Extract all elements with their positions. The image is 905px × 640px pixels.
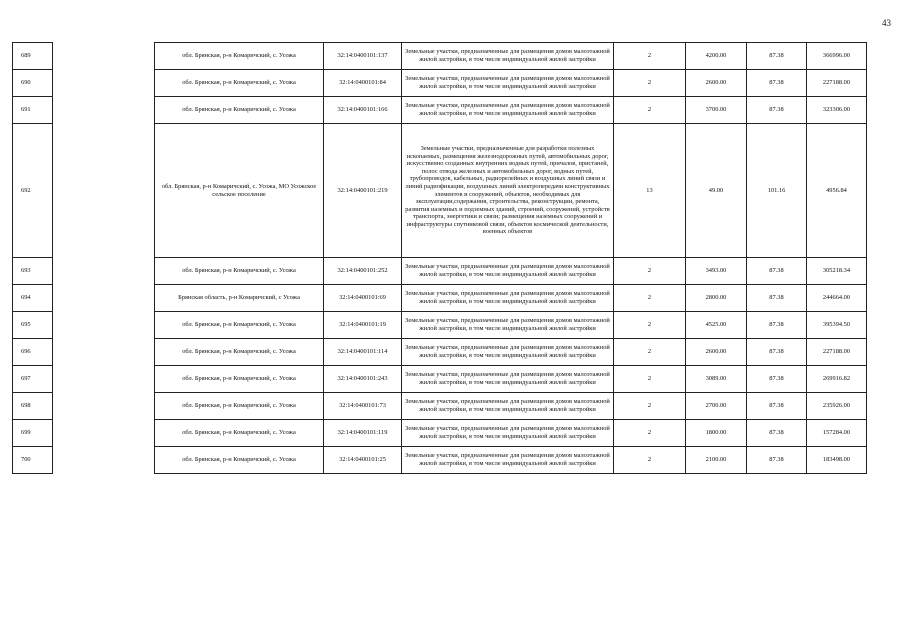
row-number: 690 [13,70,53,97]
land-purpose-cell: Земельные участки, предназначенные для размещения домов малоэтажной жилой застройки, в том числе индивидуальной жилой застройки [402,339,614,366]
row-number: 695 [13,312,53,339]
specific-value-cell: 87.38 [747,258,807,285]
cadastral-value-cell: 366996.00 [807,43,867,70]
specific-value-cell: 87.38 [747,70,807,97]
spacer-cell [53,43,155,70]
cadastral-number-cell: 32:14:0400101:119 [324,420,402,447]
row-number: 697 [13,366,53,393]
row-number: 694 [13,285,53,312]
table-row [13,393,867,420]
category-code-cell: 13 [614,124,686,258]
specific-value-cell: 87.38 [747,43,807,70]
specific-value-cell: 87.38 [747,339,807,366]
land-purpose-cell: Земельные участки, предназначенные для размещения домов малоэтажной жилой застройки, в том числе индивидуальной жилой застройки [402,366,614,393]
category-code-cell: 2 [614,97,686,124]
cadastral-value-cell: 395394.50 [807,312,867,339]
cadastral-value-cell: 244664.00 [807,285,867,312]
land-purpose-cell: Земельные участки, предназначенные для размещения домов малоэтажной жилой застройки, в том числе индивидуальной жилой застройки [402,393,614,420]
row-number: 693 [13,258,53,285]
table-row [13,43,867,70]
address-cell: обл. Брянская, р-н Комаричский, с. Усожа [155,43,324,70]
category-code-cell: 2 [614,43,686,70]
category-code-cell: 2 [614,339,686,366]
cadastral-number-cell: 32:14:0400101:69 [324,285,402,312]
row-number: 692 [13,124,53,258]
area-cell: 2100.00 [686,447,747,474]
specific-value-cell: 87.38 [747,447,807,474]
spacer-cell [53,70,155,97]
specific-value-cell: 101.16 [747,124,807,258]
cadastral-value-cell: 157284.00 [807,420,867,447]
address-cell: обл. Брянская, р-н Комаричский, с. Усожа [155,420,324,447]
area-cell: 3700.00 [686,97,747,124]
address-cell: обл. Брянская, р-н Комаричский, с. Усожа [155,70,324,97]
category-code-cell: 2 [614,447,686,474]
row-number: 696 [13,339,53,366]
cadastral-value-cell: 235926.00 [807,393,867,420]
specific-value-cell: 87.38 [747,420,807,447]
row-number: 700 [13,447,53,474]
cadastral-number-cell: 32:14:0400101:84 [324,70,402,97]
category-code-cell: 2 [614,258,686,285]
cadastral-number-cell: 32:14:0400101:219 [324,124,402,258]
land-registry-table [12,42,867,474]
address-cell: обл. Брянская, р-н Комаричский, с. Усожа [155,366,324,393]
land-purpose-cell: Земельные участки, предназначенные для размещения домов малоэтажной жилой застройки, в том числе индивидуальной жилой застройки [402,420,614,447]
table-row [13,70,867,97]
specific-value-cell: 87.38 [747,366,807,393]
address-cell: Брянская область, р-н Комаричский, с Усожа [155,285,324,312]
spacer-cell [53,366,155,393]
table-row [13,97,867,124]
address-cell: обл. Брянская, р-н Комаричский, с. Усожа [155,312,324,339]
spacer-cell [53,285,155,312]
land-purpose-cell: Земельные участки, предназначенные для размещения домов малоэтажной жилой застройки, в том числе индивидуальной жилой застройки [402,447,614,474]
table-row [13,447,867,474]
cadastral-number-cell: 32:14:0400101:137 [324,43,402,70]
area-cell: 2600.00 [686,70,747,97]
spacer-cell [53,393,155,420]
category-code-cell: 2 [614,285,686,312]
land-purpose-cell: Земельные участки, предназначенные для размещения домов малоэтажной жилой застройки, в том числе индивидуальной жилой застройки [402,97,614,124]
cadastral-number-cell: 32:14:0400101:114 [324,339,402,366]
area-cell: 4200.00 [686,43,747,70]
address-cell: обл. Брянская, р-н Комаричский, с. Усожа [155,447,324,474]
specific-value-cell: 87.38 [747,393,807,420]
cadastral-number-cell: 32:14:0400101:166 [324,97,402,124]
spacer-cell [53,447,155,474]
land-purpose-cell: Земельные участки, предназначенные для размещения домов малоэтажной жилой застройки, в том числе индивидуальной жилой застройки [402,258,614,285]
cadastral-value-cell: 323306.00 [807,97,867,124]
cadastral-number-cell: 32:14:0400101:73 [324,393,402,420]
cadastral-number-cell: 32:14:0400101:252 [324,258,402,285]
category-code-cell: 2 [614,393,686,420]
specific-value-cell: 87.38 [747,312,807,339]
area-cell: 2600.00 [686,339,747,366]
spacer-cell [53,420,155,447]
spacer-cell [53,97,155,124]
land-purpose-cell: Земельные участки, предназначенные для размещения домов малоэтажной жилой застройки, в том числе индивидуальной жилой застройки [402,285,614,312]
land-purpose-cell: Земельные участки, предназначенные для размещения домов малоэтажной жилой застройки, в том числе индивидуальной жилой застройки [402,43,614,70]
table-row [13,420,867,447]
cadastral-value-cell: 183498.00 [807,447,867,474]
specific-value-cell: 87.38 [747,285,807,312]
spacer-cell [53,258,155,285]
area-cell: 1800.00 [686,420,747,447]
spacer-cell [53,339,155,366]
area-cell: 3089.00 [686,366,747,393]
row-number: 698 [13,393,53,420]
cadastral-value-cell: 227188.00 [807,339,867,366]
land-purpose-cell: Земельные участки, предназначенные для размещения домов малоэтажной жилой застройки, в том числе индивидуальной жилой застройки [402,70,614,97]
area-cell: 2800.00 [686,285,747,312]
registry-body [13,43,867,474]
area-cell: 49.00 [686,124,747,258]
spacer-cell [53,124,155,258]
address-cell: обл. Брянская, р-н Комаричский, с. Усожа [155,393,324,420]
address-cell: обл. Брянская, р-н Комаричский, с. Усожа [155,258,324,285]
table-row [13,258,867,285]
cadastral-number-cell: 32:14:0400101:25 [324,447,402,474]
row-number: 691 [13,97,53,124]
cadastral-value-cell: 269916.82 [807,366,867,393]
cadastral-value-cell: 4956.84 [807,124,867,258]
table-row [13,339,867,366]
area-cell: 3493.00 [686,258,747,285]
cadastral-value-cell: 305218.34 [807,258,867,285]
land-purpose-cell: Земельные участки, предназначенные для размещения домов малоэтажной жилой застройки, в том числе индивидуальной жилой застройки [402,312,614,339]
row-number: 699 [13,420,53,447]
table-row [13,312,867,339]
cadastral-number-cell: 32:14:0400101:19 [324,312,402,339]
address-cell: обл. Брянская, р-н Комаричский, с. Усожа [155,97,324,124]
category-code-cell: 2 [614,420,686,447]
category-code-cell: 2 [614,312,686,339]
cadastral-value-cell: 227188.00 [807,70,867,97]
address-cell: обл. Брянская, р-н Комаричский, с. Усожа, МО Усожское сельское поселение [155,124,324,258]
cadastral-number-cell: 32:14:0400101:243 [324,366,402,393]
table-row [13,285,867,312]
specific-value-cell: 87.38 [747,97,807,124]
spacer-cell [53,312,155,339]
area-cell: 2700.00 [686,393,747,420]
table-row [13,366,867,393]
category-code-cell: 2 [614,366,686,393]
category-code-cell: 2 [614,70,686,97]
page-number: 43 [882,18,891,28]
area-cell: 4525.00 [686,312,747,339]
address-cell: обл. Брянская, р-н Комаричский, с. Усожа [155,339,324,366]
row-number: 689 [13,43,53,70]
land-purpose-cell: Земельные участки, предназначенные для разработки полезных ископаемых, размещения железнодорожных путей, автомобильных дорог, искусственно созданных внутренних водных путей, причалов, пристаней, полос отвода железных и автомобильных дорог, водных путей, трубопроводов, кабельных, радиорелейных и воздушных линий связи и линий радиофикации, воздушных линий электропередачи конструктивных элементов и сооружений, объектов, необходимых для эксплуатации,содержания, строительства, реконструкции, ремонта, развития наземных и подземных зданий, строений, сооружений, устройств транспорта, энергетики и связи; размещения наземных сооружений и инфраструктуры спутниковой связи, объектов космической деятельности, военных объектов [402,124,614,258]
table-row [13,124,867,258]
